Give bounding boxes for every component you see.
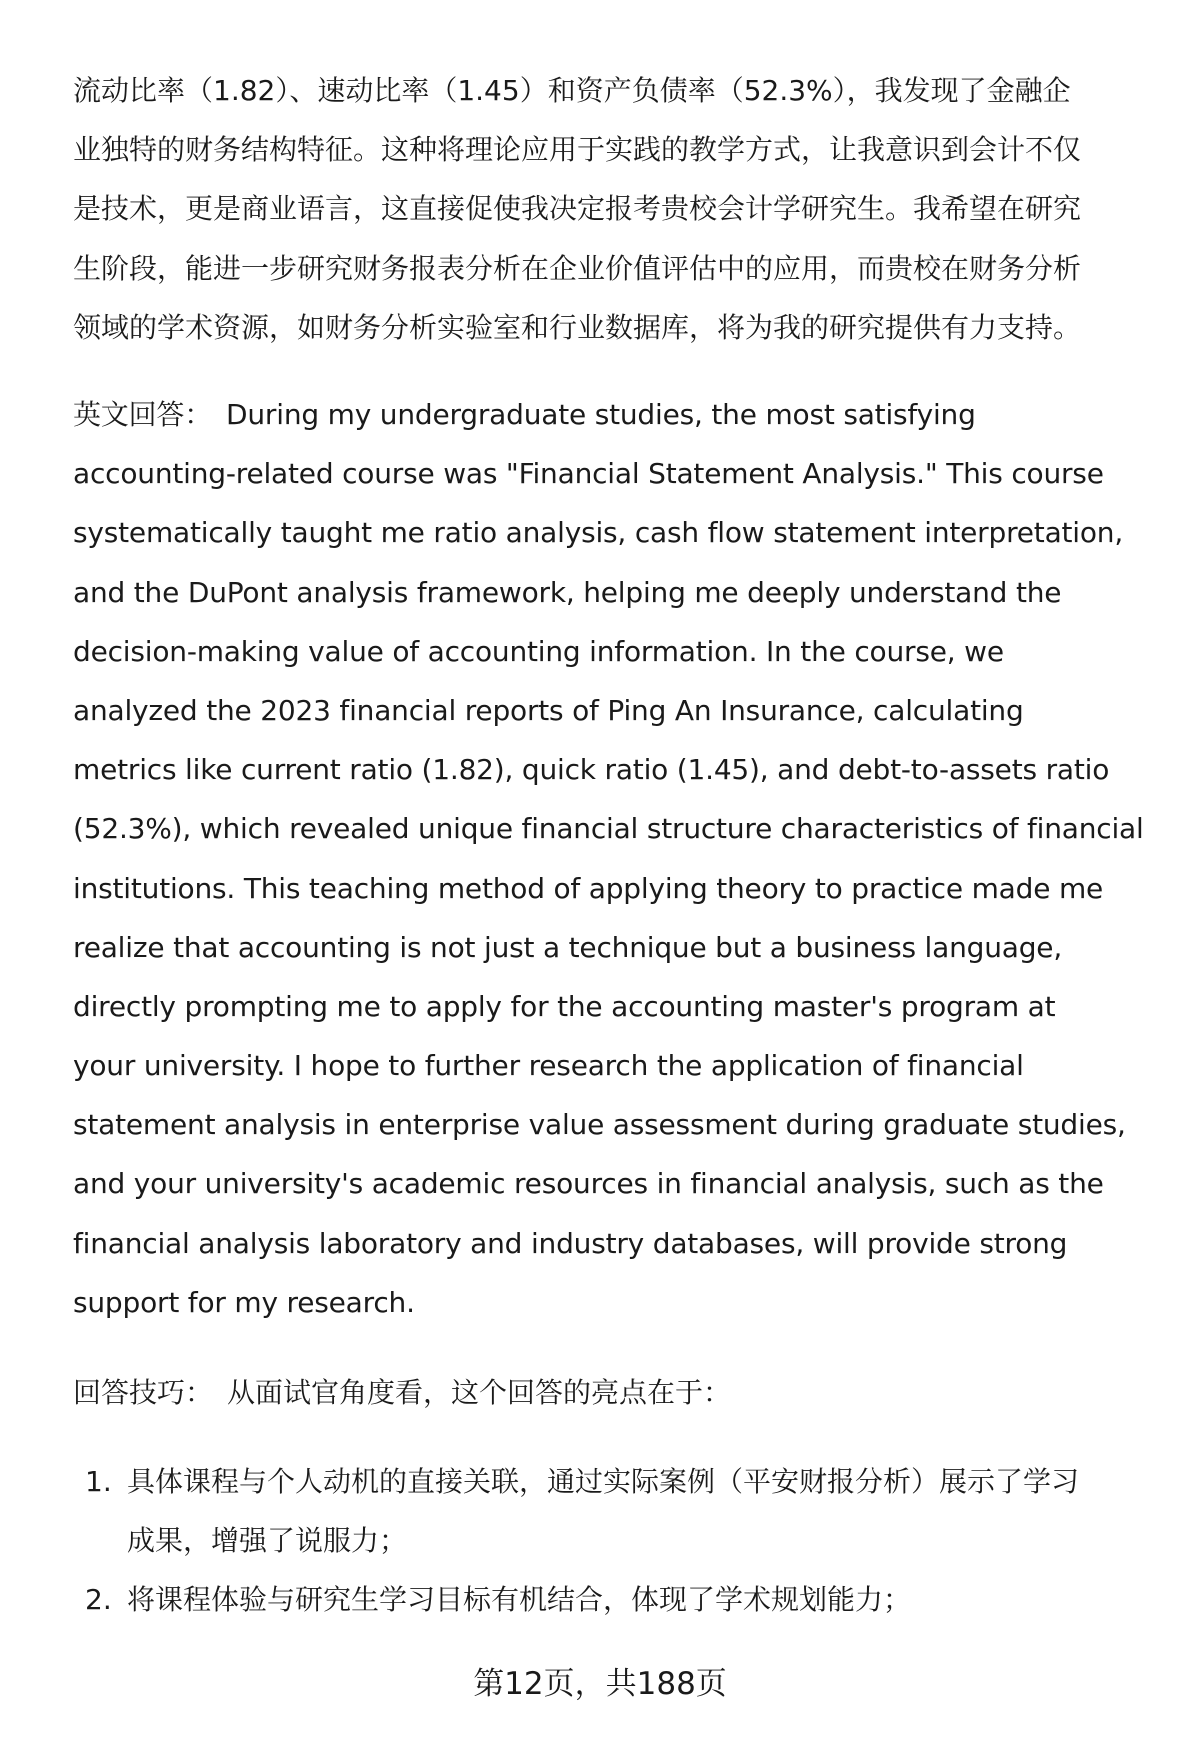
text-line: directly prompting me to apply for the accounting master's program at: [73, 989, 1056, 1023]
text-line: realize that accounting is not just a technique but a business language,: [73, 930, 1063, 964]
tips-label: 回答技巧：: [73, 1376, 214, 1409]
tips-list: [73, 1452, 1153, 1630]
page-number: 第12页，共188页: [473, 1666, 727, 1702]
text-line: accounting-related course was "Financial Statement Analysis." This course: [73, 457, 1104, 491]
text-line: decision-making value of accounting information. In the course, we: [73, 634, 1004, 668]
chinese-answer-continuation: [73, 61, 1153, 357]
text-line: systematically taught me ratio analysis, cash flow statement interpretation,: [73, 516, 1124, 550]
text-line: analyzed the 2023 financial reports of Ping An Insurance, calculating: [73, 693, 1024, 727]
text-line: 是技术，更是商业语言，这直接促使我决定报考贵校会计学研究生。我希望在研究: [73, 192, 1082, 226]
text-line: statement analysis in enterprise value assessment during graduate studies,: [73, 1108, 1126, 1142]
text-line: metrics like current ratio (1.82), quick ratio (1.45), and debt-to-assets ratio: [73, 753, 1110, 787]
list-number: 1.: [85, 1465, 112, 1498]
answer-tips: [73, 1363, 1153, 1422]
list-item: [73, 1452, 1153, 1570]
text-line: 生阶段，能进一步研究财务报表分析在企业价值评估中的应用，而贵校在财务分析: [73, 251, 1082, 285]
text-line: support for my research.: [73, 1285, 415, 1319]
text-line: 业独特的财务结构特征。这种将理论应用于实践的教学方式，让我意识到会计不仅: [73, 133, 1082, 167]
tips-intro: 从面试官角度看，这个回答的亮点在于：: [227, 1376, 732, 1409]
text-line: (52.3%), which revealed unique financial structure characteristics of financial: [73, 812, 1144, 846]
text-line: your university. I hope to further research the application of financial: [73, 1049, 1024, 1083]
text-line: and your university's academic resources in financial analysis, such as the: [73, 1167, 1104, 1201]
text-line: and the DuPont analysis framework, helping me deeply understand the: [73, 575, 1062, 609]
text-line: 将课程体验与研究生学习目标有机结合，体现了学术规划能力；: [127, 1583, 912, 1617]
text-line: During my undergraduate studies, the most satisfying: [226, 398, 976, 431]
text-line: 流动比率（1.82）、速动比率（1.45）和资产负债率（52.3%），我发现了金融企: [73, 74, 1071, 107]
english-answer-label: 英文回答：: [73, 398, 213, 431]
text-line: institutions. This teaching method of applying theory to practice made me: [73, 871, 1104, 905]
list-item: [73, 1570, 1153, 1629]
english-answer: [73, 385, 1153, 1332]
text-line: 具体课程与个人动机的直接关联，通过实际案例（平安财报分析）展示了学习: [127, 1465, 1080, 1498]
text-line: 领域的学术资源，如财务分析实验室和行业数据库，将为我的研究提供有力支持。: [73, 310, 1082, 344]
text-line: 成果，增强了说服力；: [127, 1524, 408, 1558]
text-line: financial analysis laboratory and industry databases, will provide strong: [73, 1226, 1068, 1260]
list-number: 2.: [85, 1583, 112, 1617]
